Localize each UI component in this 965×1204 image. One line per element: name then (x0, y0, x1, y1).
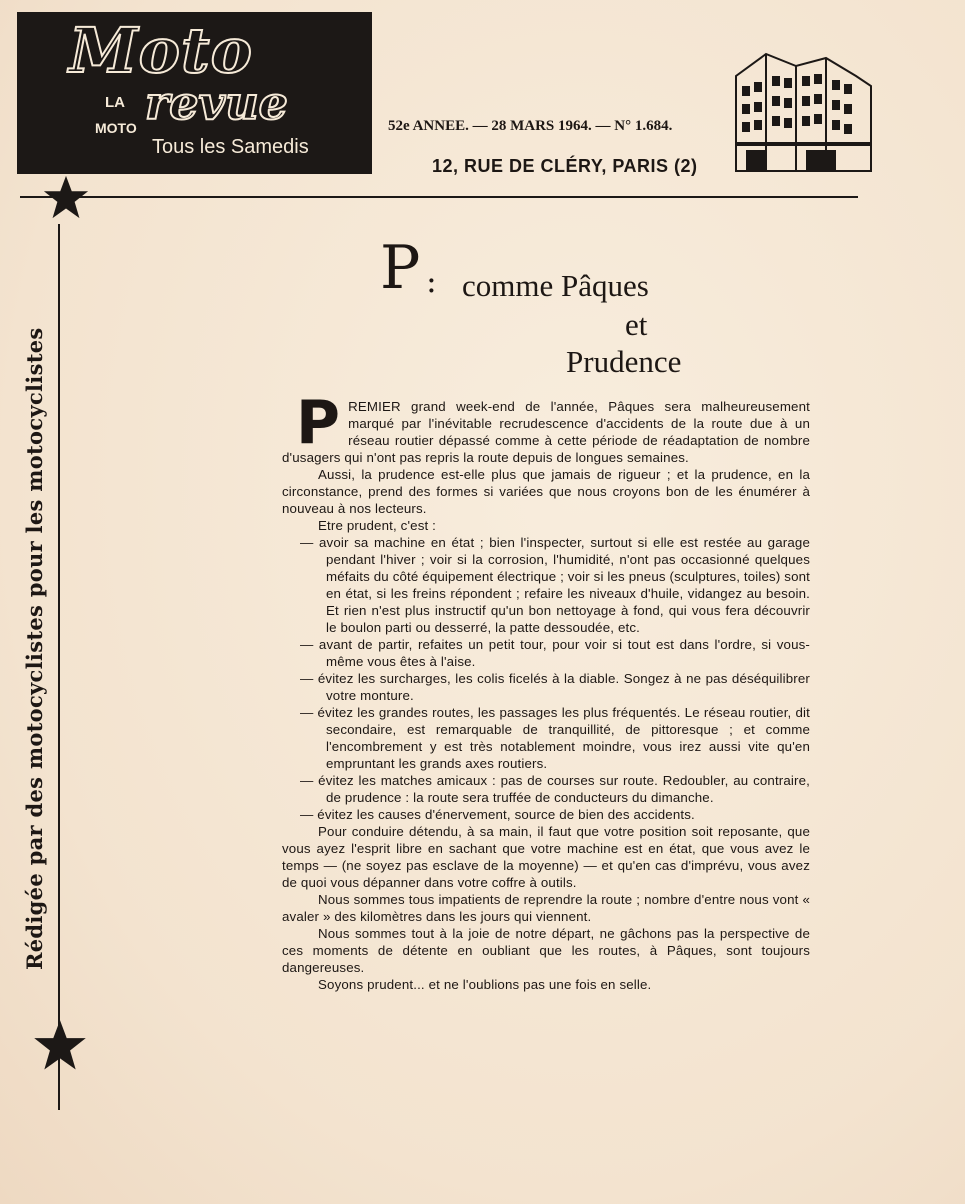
header-rule (20, 196, 858, 198)
publisher-address: 12, RUE DE CLÉRY, PARIS (2) (432, 156, 698, 176)
paragraph: Etre prudent, c'est : (318, 518, 437, 533)
paragraph-text: REMIER grand week-end de l'année, Pâques sera malheureusement marqué par l'inévitable recrudescence d'accidents de la route due à un réseau routier dépassé comme à cette période de réadaptation de nombre d'usagers qui n'ont pas repris la route depuis de longues semaines. (282, 399, 810, 465)
dropcap: P (296, 388, 341, 458)
title-line-1: comme Pâques (462, 268, 649, 303)
paragraph: Nous sommes tous impatients de reprendre la route ; nombre d'entre nous vont « avaler » des kilomètres dans les jours qui viennent. (282, 892, 810, 924)
logo-moto-small: MOTO (95, 120, 137, 136)
list-item: — avoir sa machine en état ; bien l'inspecter, surtout si elle est restée au garage pendant l'hiver ; voir si la corrosion, l'humidité, n'ont pas occasionné quelques méfaits du côté équipement électrique ; voir si les pneus (sculptures, toiles) sont en état, si les freins répondent ; refaire les niveaux d'huile, vidangez au besoin. Et rien n'est plus instructif qu'un bon nettoyage à fond, qui vous fera découvrir le boulon parti ou desserré, la patte dessoudée, etc. (300, 535, 810, 635)
title-line-3: Prudence (566, 344, 682, 379)
logo-moto: Moto (69, 14, 253, 87)
paragraph: Aussi, la prudence est-elle plus que jamais de rigueur ; et la prudence, en la circonstance, prend des formes si variées que nous croyons bon de les énumérer à nouveau à nos lecteurs. (282, 467, 810, 516)
logo-revue: revue (145, 76, 288, 130)
masthead-logo-block (17, 12, 372, 174)
title-line-2: et (625, 307, 648, 342)
logo-la: LA (105, 94, 125, 111)
building-illustration (726, 46, 876, 176)
paragraph (282, 388, 810, 466)
list-item: — évitez les grandes routes, les passages les plus fréquentés. Le réseau routier, dit secondaire, est remarquable de tranquillité, de pittoresque ; et comme l'encombrement y est très notablement moindre, vous irez aussi vite qu'en empruntant les grands axes routiers. (300, 705, 810, 771)
paragraph: Pour conduire détendu, à sa main, il faut que votre position soit reposante, que vous ayez l'esprit libre en sachant que votre machine est en état, que vous avez le temps — (ne soyez pas esclave de la moyenne) — et qu'en cas d'imprévu, vous avez de quoi vous dépanner dans votre coffre à outils. (282, 824, 810, 890)
star-icon (42, 174, 90, 222)
title-colon: : (426, 262, 437, 300)
masthead-tagline: Tous les Samedis (152, 136, 309, 158)
star-icon (32, 1018, 88, 1074)
issue-line: 52e ANNEE. — 28 MARS 1964. — N° 1.684. (388, 118, 673, 134)
article-body (282, 388, 810, 993)
list-item: — avant de partir, refaites un petit tour, pour voir si tout est dans l'ordre, si vous-même vous êtes à l'aise. (300, 637, 810, 669)
side-slogan: Rédigée par des motocyclistes pour les motocyclistes (22, 327, 47, 970)
side-rule (58, 224, 60, 1110)
paragraph: Nous sommes tout à la joie de notre départ, ne gâchons pas la perspective de ces moments de détente en oubliant que les routes, à Pâques, sont toujours dangereuses. (282, 926, 810, 975)
list-item: — évitez les surcharges, les colis ficelés à la diable. Songez à ne pas déséquilibrer votre monture. (300, 671, 810, 703)
title-letter: P (380, 233, 421, 303)
list-item: — évitez les causes d'énervement, source de bien des accidents. (300, 807, 695, 822)
paragraph: Soyons prudent... et ne l'oublions pas une fois en selle. (318, 977, 652, 992)
list-item: — évitez les matches amicaux : pas de courses sur route. Redoubler, au contraire, de prudence : la route sera truffée de conducteurs du dimanche. (300, 773, 810, 805)
